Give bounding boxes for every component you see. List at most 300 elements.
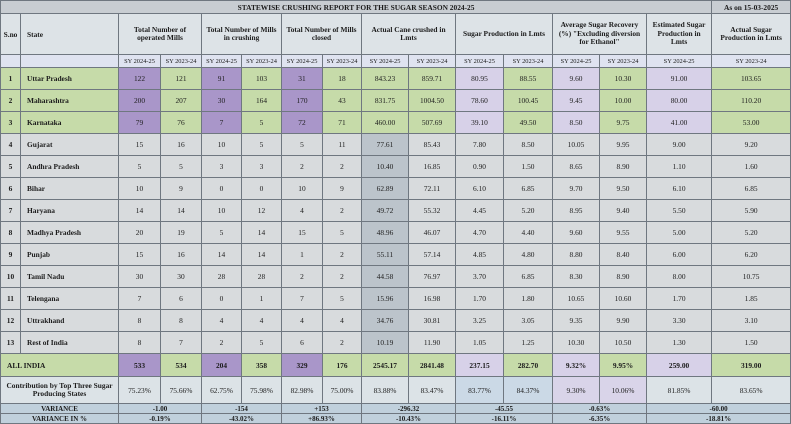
value-cell: 5.50 xyxy=(647,200,712,222)
value-cell: 7 xyxy=(202,112,242,134)
value-cell: 9.90 xyxy=(600,310,647,332)
value-cell: 10 xyxy=(119,178,161,200)
value-cell: 44.58 xyxy=(362,266,409,288)
value-cell: 34.76 xyxy=(362,310,409,332)
value-cell: 8.40 xyxy=(600,244,647,266)
value-cell: 5.00 xyxy=(647,222,712,244)
total-value: 534 xyxy=(161,354,202,377)
value-cell: 170 xyxy=(282,90,323,112)
value-cell: 48.96 xyxy=(362,222,409,244)
value-cell: 6.85 xyxy=(504,178,553,200)
value-cell: 1.25 xyxy=(504,332,553,354)
state-name: Bihar xyxy=(21,178,119,200)
value-cell: 39.10 xyxy=(456,112,504,134)
contribution-value: 83.77% xyxy=(456,377,504,404)
total-value: 319.00 xyxy=(712,354,791,377)
value-cell: 5 xyxy=(242,134,282,156)
value-cell: 10.30 xyxy=(600,68,647,90)
value-cell: 76.97 xyxy=(409,266,456,288)
value-cell: 3.30 xyxy=(647,310,712,332)
value-cell: 8.50 xyxy=(553,112,600,134)
season-cur: SY 2024-25 xyxy=(202,55,242,68)
value-cell: 43 xyxy=(323,90,362,112)
value-cell: 15 xyxy=(119,134,161,156)
sno-cell: 1 xyxy=(1,68,21,90)
header-actual-production: Actual Sugar Production in Lmts xyxy=(712,14,791,55)
value-cell: 2 xyxy=(323,156,362,178)
state-name: Karnataka xyxy=(21,112,119,134)
total-value: 259.00 xyxy=(647,354,712,377)
state-row xyxy=(1,90,791,112)
variance-pct-value: -10.43% xyxy=(362,414,456,424)
value-cell: 14 xyxy=(119,200,161,222)
value-cell: 8 xyxy=(161,310,202,332)
value-cell: 6.10 xyxy=(456,178,504,200)
value-cell: 4 xyxy=(323,310,362,332)
contribution-value: 10.06% xyxy=(600,377,647,404)
value-cell: 30 xyxy=(161,266,202,288)
all-india-row xyxy=(1,354,791,377)
value-cell: 14 xyxy=(202,244,242,266)
contribution-value: 81.85% xyxy=(647,377,712,404)
value-cell: 14 xyxy=(161,200,202,222)
value-cell: 6.85 xyxy=(712,178,791,200)
state-name: Haryana xyxy=(21,200,119,222)
value-cell: 49.72 xyxy=(362,200,409,222)
season-cur: SY 2024-25 xyxy=(362,55,409,68)
season-prev: SY 2023-24 xyxy=(600,55,647,68)
value-cell: 15.96 xyxy=(362,288,409,310)
contribution-label: Contribution by Top Three Sugar Producing States xyxy=(1,377,119,404)
variance-pct-value: -0.19% xyxy=(119,414,202,424)
report-title: STATEWISE CRUSHING REPORT FOR THE SUGAR SEASON 2024-25 xyxy=(1,1,712,14)
header-mills-in-crushing: Total Number of Mills in crushing xyxy=(202,14,282,55)
value-cell: 72.11 xyxy=(409,178,456,200)
value-cell: 10 xyxy=(282,178,323,200)
value-cell: 49.50 xyxy=(504,112,553,134)
value-cell: 76 xyxy=(161,112,202,134)
value-cell: 28 xyxy=(202,266,242,288)
contribution-value: 84.37% xyxy=(504,377,553,404)
value-cell: 77.61 xyxy=(362,134,409,156)
total-value: 358 xyxy=(242,354,282,377)
value-cell: 10.65 xyxy=(553,288,600,310)
header-state: State xyxy=(21,14,119,55)
total-value: 237.15 xyxy=(456,354,504,377)
variance-value: -154 xyxy=(202,404,282,414)
sno-cell: 9 xyxy=(1,244,21,266)
season-prev: SY 2023-24 xyxy=(712,55,791,68)
value-cell: 9.60 xyxy=(553,68,600,90)
value-cell: 12 xyxy=(242,200,282,222)
value-cell: 9.35 xyxy=(553,310,600,332)
value-cell: 9.55 xyxy=(600,222,647,244)
value-cell: 9 xyxy=(323,178,362,200)
state-row xyxy=(1,178,791,200)
variance-pct-value: -18.81% xyxy=(647,414,791,424)
value-cell: 2 xyxy=(323,266,362,288)
value-cell: 507.69 xyxy=(409,112,456,134)
value-cell: 5 xyxy=(242,112,282,134)
variance-pct-label: VARIANCE IN % xyxy=(1,414,119,424)
value-cell: 207 xyxy=(161,90,202,112)
value-cell: 8.65 xyxy=(553,156,600,178)
variance-value: -1.00 xyxy=(119,404,202,414)
value-cell: 10.50 xyxy=(600,332,647,354)
value-cell: 91 xyxy=(202,68,242,90)
value-cell: 4.70 xyxy=(456,222,504,244)
total-value: 9.95% xyxy=(600,354,647,377)
value-cell: 5.90 xyxy=(712,200,791,222)
value-cell: 10.60 xyxy=(600,288,647,310)
value-cell: 62.89 xyxy=(362,178,409,200)
value-cell: 3.05 xyxy=(504,310,553,332)
season-cur: SY 2024-25 xyxy=(119,55,161,68)
total-value: 204 xyxy=(202,354,242,377)
value-cell: 18 xyxy=(323,68,362,90)
value-cell: 4.80 xyxy=(504,244,553,266)
total-value: 9.32% xyxy=(553,354,600,377)
variance-value: -0.63% xyxy=(553,404,647,414)
value-cell: 4.45 xyxy=(456,200,504,222)
value-cell: 11.90 xyxy=(409,332,456,354)
state-name: Maharashtra xyxy=(21,90,119,112)
value-cell: 8.50 xyxy=(504,134,553,156)
value-cell: 10 xyxy=(202,200,242,222)
sno-cell: 10 xyxy=(1,266,21,288)
header-operated-mills: Total Number of operated Mills xyxy=(119,14,202,55)
value-cell: 19 xyxy=(161,222,202,244)
value-cell: 16.85 xyxy=(409,156,456,178)
value-cell: 3 xyxy=(242,156,282,178)
variance-value: -296.32 xyxy=(362,404,456,414)
state-row xyxy=(1,244,791,266)
season-prev: SY 2023-24 xyxy=(161,55,202,68)
value-cell: 16 xyxy=(161,134,202,156)
variance-pct-value: -6.35% xyxy=(553,414,647,424)
variance-row xyxy=(1,404,791,414)
value-cell: 4 xyxy=(282,310,323,332)
value-cell: 80.00 xyxy=(647,90,712,112)
total-value: 176 xyxy=(323,354,362,377)
state-name: Tamil Nadu xyxy=(21,266,119,288)
value-cell: 103 xyxy=(242,68,282,90)
value-cell: 9.60 xyxy=(553,222,600,244)
contribution-value: 75.66% xyxy=(161,377,202,404)
value-cell: 1.05 xyxy=(456,332,504,354)
value-cell: 55.11 xyxy=(362,244,409,266)
season-cur: SY 2024-25 xyxy=(282,55,323,68)
value-cell: 14 xyxy=(242,222,282,244)
season-cur: SY 2024-25 xyxy=(456,55,504,68)
value-cell: 78.60 xyxy=(456,90,504,112)
state-name: Uttrakhand xyxy=(21,310,119,332)
header-row xyxy=(1,14,791,55)
value-cell: 15 xyxy=(119,244,161,266)
value-cell: 1.70 xyxy=(456,288,504,310)
contribution-value: 75.98% xyxy=(242,377,282,404)
value-cell: 11 xyxy=(323,134,362,156)
value-cell: 1.60 xyxy=(712,156,791,178)
value-cell: 10.40 xyxy=(362,156,409,178)
value-cell: 7 xyxy=(119,288,161,310)
total-value: 282.70 xyxy=(504,354,553,377)
value-cell: 1.10 xyxy=(647,156,712,178)
state-row xyxy=(1,222,791,244)
value-cell: 1.85 xyxy=(712,288,791,310)
contribution-value: 75.23% xyxy=(119,377,161,404)
season-cur: SY 2024-25 xyxy=(553,55,600,68)
value-cell: 3.10 xyxy=(712,310,791,332)
value-cell: 10.75 xyxy=(712,266,791,288)
state-name: Punjab xyxy=(21,244,119,266)
state-row xyxy=(1,332,791,354)
value-cell: 0 xyxy=(202,178,242,200)
sno-cell: 12 xyxy=(1,310,21,332)
value-cell: 164 xyxy=(242,90,282,112)
value-cell: 9.20 xyxy=(712,134,791,156)
contribution-value: 83.47% xyxy=(409,377,456,404)
total-value: 533 xyxy=(119,354,161,377)
value-cell: 2 xyxy=(323,244,362,266)
value-cell: 8.80 xyxy=(553,244,600,266)
value-cell: 8.95 xyxy=(553,200,600,222)
sno-cell: 5 xyxy=(1,156,21,178)
value-cell: 8 xyxy=(119,310,161,332)
value-cell: 1.50 xyxy=(504,156,553,178)
value-cell: 6.10 xyxy=(647,178,712,200)
header-sno: S.no xyxy=(1,14,21,55)
value-cell: 8 xyxy=(119,332,161,354)
season-prev: SY 2023-24 xyxy=(323,55,362,68)
contribution-value: 9.30% xyxy=(553,377,600,404)
value-cell: 0 xyxy=(202,288,242,310)
state-name: Andhra Pradesh xyxy=(21,156,119,178)
value-cell: 3 xyxy=(202,156,242,178)
value-cell: 1.80 xyxy=(504,288,553,310)
value-cell: 6.00 xyxy=(647,244,712,266)
total-value: 2545.17 xyxy=(362,354,409,377)
contribution-value: 83.88% xyxy=(362,377,409,404)
value-cell: 71 xyxy=(323,112,362,134)
value-cell: 10 xyxy=(202,134,242,156)
total-value: 329 xyxy=(282,354,323,377)
value-cell: 5.20 xyxy=(712,222,791,244)
value-cell: 9.40 xyxy=(600,200,647,222)
state-row xyxy=(1,200,791,222)
value-cell: 15 xyxy=(282,222,323,244)
value-cell: 10.19 xyxy=(362,332,409,354)
value-cell: 1 xyxy=(242,288,282,310)
value-cell: 843.23 xyxy=(362,68,409,90)
sno-cell: 4 xyxy=(1,134,21,156)
state-row xyxy=(1,310,791,332)
value-cell: 88.55 xyxy=(504,68,553,90)
value-cell: 9.95 xyxy=(600,134,647,156)
value-cell: 85.43 xyxy=(409,134,456,156)
sno-cell: 6 xyxy=(1,178,21,200)
header-estimated-production: Estimated Sugar Production in Lmts xyxy=(647,14,712,55)
value-cell: 5 xyxy=(161,156,202,178)
header-cane-crushed: Actual Cane crushed in Lmts xyxy=(362,14,456,55)
variance-pct-value: -43.02% xyxy=(202,414,282,424)
variance-label: VARIANCE xyxy=(1,404,119,414)
value-cell: 4 xyxy=(202,310,242,332)
value-cell: 859.71 xyxy=(409,68,456,90)
state-name: Telengana xyxy=(21,288,119,310)
value-cell: 31 xyxy=(282,68,323,90)
state-row xyxy=(1,288,791,310)
value-cell: 57.14 xyxy=(409,244,456,266)
contribution-value: 83.65% xyxy=(712,377,791,404)
value-cell: 5 xyxy=(202,222,242,244)
header-sugar-production: Sugar Production in Lmts xyxy=(456,14,553,55)
value-cell: 9.50 xyxy=(600,178,647,200)
total-value: 2841.48 xyxy=(409,354,456,377)
value-cell: 5 xyxy=(323,288,362,310)
state-name: Uttar Pradesh xyxy=(21,68,119,90)
value-cell: 2 xyxy=(202,332,242,354)
variance-pct-row xyxy=(1,414,791,424)
value-cell: 0 xyxy=(242,178,282,200)
variance-value: -60.00 xyxy=(647,404,791,414)
value-cell: 5 xyxy=(242,332,282,354)
value-cell: 1.30 xyxy=(647,332,712,354)
title-row xyxy=(1,1,791,14)
value-cell: 14 xyxy=(242,244,282,266)
value-cell: 80.95 xyxy=(456,68,504,90)
value-cell: 6.85 xyxy=(504,266,553,288)
value-cell: 8.90 xyxy=(600,156,647,178)
value-cell: 79 xyxy=(119,112,161,134)
value-cell: 100.45 xyxy=(504,90,553,112)
value-cell: 9 xyxy=(161,178,202,200)
value-cell: 2 xyxy=(282,156,323,178)
value-cell: 55.32 xyxy=(409,200,456,222)
value-cell: 4 xyxy=(242,310,282,332)
state-name: Rest of India xyxy=(21,332,119,354)
value-cell: 41.00 xyxy=(647,112,712,134)
value-cell: 53.00 xyxy=(712,112,791,134)
variance-pct-value: +86.93% xyxy=(282,414,362,424)
value-cell: 9.45 xyxy=(553,90,600,112)
value-cell: 2 xyxy=(323,200,362,222)
contribution-value: 62.75% xyxy=(202,377,242,404)
state-row xyxy=(1,134,791,156)
value-cell: 30 xyxy=(119,266,161,288)
value-cell: 1.50 xyxy=(712,332,791,354)
value-cell: 9.70 xyxy=(553,178,600,200)
value-cell: 7.80 xyxy=(456,134,504,156)
season-prev: SY 2023-24 xyxy=(242,55,282,68)
state-name: Madhya Pradesh xyxy=(21,222,119,244)
value-cell: 4 xyxy=(282,200,323,222)
value-cell: 5 xyxy=(282,134,323,156)
season-cur: SY 2024-25 xyxy=(647,55,712,68)
value-cell: 91.00 xyxy=(647,68,712,90)
value-cell: 3.25 xyxy=(456,310,504,332)
variance-value: -45.55 xyxy=(456,404,553,414)
value-cell: 20 xyxy=(119,222,161,244)
value-cell: 30 xyxy=(202,90,242,112)
value-cell: 8.30 xyxy=(553,266,600,288)
value-cell: 2 xyxy=(323,332,362,354)
as-on-date: As on 15-03-2025 xyxy=(712,1,791,14)
state-row xyxy=(1,68,791,90)
value-cell: 122 xyxy=(119,68,161,90)
sno-cell: 2 xyxy=(1,90,21,112)
sno-cell: 8 xyxy=(1,222,21,244)
value-cell: 4.85 xyxy=(456,244,504,266)
state-name: Gujarat xyxy=(21,134,119,156)
state-row xyxy=(1,156,791,178)
value-cell: 8.00 xyxy=(647,266,712,288)
value-cell: 2 xyxy=(282,266,323,288)
value-cell: 6.20 xyxy=(712,244,791,266)
sno-cell: 7 xyxy=(1,200,21,222)
state-row xyxy=(1,112,791,134)
value-cell: 4.40 xyxy=(504,222,553,244)
value-cell: 3.70 xyxy=(456,266,504,288)
contribution-row xyxy=(1,377,791,404)
state-row xyxy=(1,266,791,288)
value-cell: 30.81 xyxy=(409,310,456,332)
value-cell: 831.75 xyxy=(362,90,409,112)
value-cell: 200 xyxy=(119,90,161,112)
value-cell: 460.00 xyxy=(362,112,409,134)
season-prev: SY 2023-24 xyxy=(409,55,456,68)
variance-pct-value: -16.11% xyxy=(456,414,553,424)
sno-cell: 13 xyxy=(1,332,21,354)
value-cell: 16.98 xyxy=(409,288,456,310)
value-cell: 5.20 xyxy=(504,200,553,222)
value-cell: 10.00 xyxy=(600,90,647,112)
value-cell: 103.65 xyxy=(712,68,791,90)
value-cell: 0.90 xyxy=(456,156,504,178)
all-india-label: ALL INDIA xyxy=(1,354,119,377)
header-sugar-recovery: Average Sugar Recovery (%) "Excluding diversion for Ethanol" xyxy=(553,14,647,55)
value-cell: 1.70 xyxy=(647,288,712,310)
value-cell: 10.05 xyxy=(553,134,600,156)
value-cell: 1004.50 xyxy=(409,90,456,112)
value-cell: 28 xyxy=(242,266,282,288)
value-cell: 9.75 xyxy=(600,112,647,134)
value-cell: 7 xyxy=(161,332,202,354)
value-cell: 5 xyxy=(119,156,161,178)
value-cell: 121 xyxy=(161,68,202,90)
sno-cell: 3 xyxy=(1,112,21,134)
contribution-value: 82.98% xyxy=(282,377,323,404)
value-cell: 10.30 xyxy=(553,332,600,354)
value-cell: 46.07 xyxy=(409,222,456,244)
value-cell: 7 xyxy=(282,288,323,310)
value-cell: 72 xyxy=(282,112,323,134)
season-row xyxy=(1,55,791,68)
header-mills-closed: Total Number of Mills closed xyxy=(282,14,362,55)
value-cell: 6 xyxy=(282,332,323,354)
value-cell: 5 xyxy=(323,222,362,244)
value-cell: 110.20 xyxy=(712,90,791,112)
value-cell: 6 xyxy=(161,288,202,310)
season-prev: SY 2023-24 xyxy=(504,55,553,68)
value-cell: 9.00 xyxy=(647,134,712,156)
sno-cell: 11 xyxy=(1,288,21,310)
contribution-value: 75.00% xyxy=(323,377,362,404)
value-cell: 8.90 xyxy=(600,266,647,288)
value-cell: 16 xyxy=(161,244,202,266)
variance-value: +153 xyxy=(282,404,362,414)
value-cell: 1 xyxy=(282,244,323,266)
